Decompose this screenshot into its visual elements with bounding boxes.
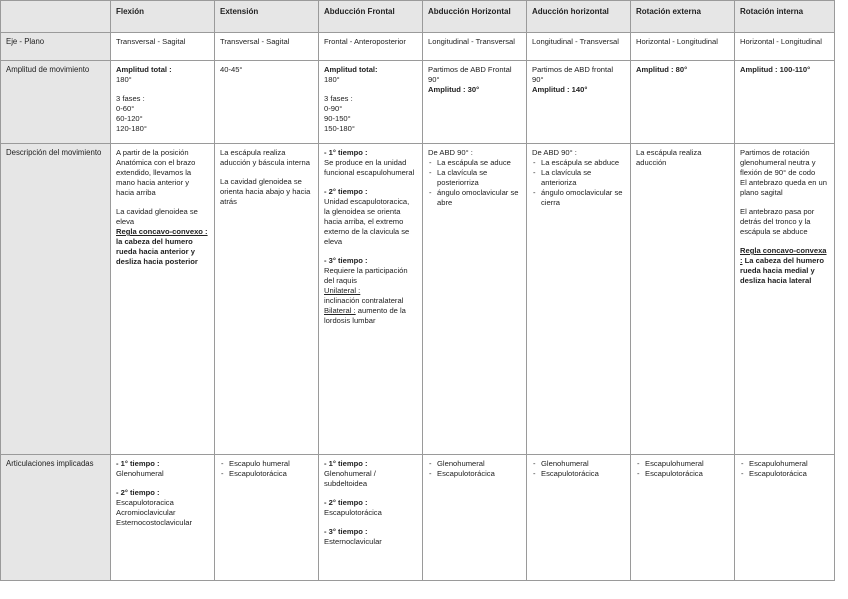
desc-rule-text: La cabeza del humero rueda hacia medial y desliza hacia lateral: [740, 256, 824, 285]
amp-total-value: 180°: [116, 75, 132, 84]
desc-phase-text: Unidad escapulotoracica, la glenoidea se orienta hacia arriba, el extremo externo de la clavicula se eleva: [324, 197, 410, 246]
desc-phase-text: Se produce en la unidad funcional escapulohumeral: [324, 158, 415, 177]
cell-art-ad-horizontal: [527, 455, 631, 581]
header-corner: [1, 1, 111, 33]
cell-amp-flexion: [111, 61, 215, 144]
desc-paragraph: El antebrazo queda en un plano sagital: [740, 178, 827, 197]
amp-fase-2: 60-120°: [116, 114, 143, 123]
amp-total-label: Amplitud total:: [324, 65, 378, 74]
amp-start-text: Partimos de ABD frontal 90°: [532, 65, 614, 84]
art-phase-title: - 1° tiempo :: [116, 459, 160, 468]
desc-phase-title: - 3° tiempo :: [324, 256, 368, 265]
desc-rule-title: Regla concavo-convexa :: [740, 246, 827, 265]
amp-value: Amplitud : 30°: [428, 85, 480, 94]
cell-art-flexion: [111, 455, 215, 581]
header-extension: Extensión: [215, 1, 319, 33]
cell-amp-abd-horizontal: [423, 61, 527, 144]
art-list: [220, 459, 313, 479]
cell-desc-ad-horizontal: [527, 144, 631, 455]
row-articulaciones: [1, 455, 835, 581]
cell-art-abd-frontal: [319, 455, 423, 581]
art-phase-text: Glenohumeral: [116, 469, 164, 478]
desc-rule-title: Regla concavo-convexo :: [116, 227, 208, 236]
cell-amp-abd-frontal: [319, 61, 423, 144]
cell-desc-flexion: [111, 144, 215, 455]
amp-fase-1: 0-60°: [116, 104, 135, 113]
header-rotacion-externa: Rotación externa: [631, 1, 735, 33]
desc-phase-title: - 1° tiempo :: [324, 148, 368, 157]
cell-eje-abd-frontal: Frontal - Anteroposterior: [319, 33, 423, 61]
cell-desc-rot-externa: La escápula realiza aducción: [631, 144, 735, 455]
cell-desc-abd-frontal: [319, 144, 423, 455]
header-flexion: Flexión: [111, 1, 215, 33]
list-item: - La clavícula se anterioriza: [532, 168, 625, 188]
amp-total-value: 180°: [324, 75, 340, 84]
row-label-amplitud: Amplitud de movimiento: [1, 61, 111, 144]
cell-amp-rot-externa: Amplitud : 80°: [631, 61, 735, 144]
list-item: - Escapulohumeral: [740, 459, 829, 469]
desc-bilateral-text: aumento de la lordosis lumbar: [324, 306, 406, 325]
desc-list: [532, 158, 625, 208]
row-amplitud: [1, 61, 835, 144]
list-item: - La escápula se aduce: [428, 158, 521, 168]
amp-value: Amplitud : 140°: [532, 85, 588, 94]
row-label-descripcion: Descripción del movimiento: [1, 144, 111, 455]
art-list: [532, 459, 625, 479]
cell-art-abd-horizontal: [423, 455, 527, 581]
desc-intro: De ABD 90° :: [428, 148, 473, 157]
amp-fase-3: 120-180°: [116, 124, 147, 133]
cell-eje-extension: Transversal - Sagital: [215, 33, 319, 61]
cell-amp-rot-interna: Amplitud : 100-110°: [735, 61, 835, 144]
cell-amp-ad-horizontal: [527, 61, 631, 144]
list-item: - Glenohumeral: [428, 459, 521, 469]
art-phase-title: - 3° tiempo :: [324, 527, 368, 536]
amp-start-text: Partimos de ABD Frontal 90°: [428, 65, 512, 84]
art-phase-title: - 2° tiempo :: [116, 488, 160, 497]
desc-unilateral-title: Unilateral :: [324, 286, 361, 295]
desc-phase-title: - 2° tiempo :: [324, 187, 368, 196]
desc-paragraph: El antebrazo pasa por detrás del tronco y la escápula se abduce: [740, 207, 815, 236]
cell-eje-rot-interna: Horizontal - Longitudinal: [735, 33, 835, 61]
desc-paragraph: La cavidad glenoidea se orienta hacia abajo y hacia atrás: [220, 177, 311, 206]
art-list: [636, 459, 729, 479]
art-list: [740, 459, 829, 479]
list-item: - Escapulohumeral: [636, 459, 729, 469]
cell-art-rot-interna: [735, 455, 835, 581]
list-item: - Escapulotorácica: [740, 469, 829, 479]
art-phase-line: Esternocostoclavicular: [116, 518, 192, 527]
list-item: - Escapulotorácica: [220, 469, 313, 479]
cell-eje-rot-externa: Horizontal - Longitudinal: [631, 33, 735, 61]
art-phase-text: Esternoclavicular: [324, 537, 382, 546]
desc-paragraph: La cavidad glenoidea se eleva: [116, 207, 198, 226]
desc-bilateral-title: Bilateral :: [324, 306, 356, 315]
desc-unilateral-text: inclinación contralateral: [324, 296, 404, 305]
desc-rule-text: la cabeza del humero rueda hacia anterior y desliza hacia posterior: [116, 237, 198, 266]
header-row: [1, 1, 835, 33]
cell-art-extension: [215, 455, 319, 581]
desc-paragraph: La escápula realiza aducción y báscula interna: [220, 148, 310, 167]
cell-eje-flexion: Transversal - Sagital: [111, 33, 215, 61]
list-item: - Escapulotorácica: [532, 469, 625, 479]
desc-intro: De ABD 90° :: [532, 148, 577, 157]
row-eje-plano: [1, 33, 835, 61]
row-descripcion: [1, 144, 835, 455]
amp-fase-2: 90-150°: [324, 114, 351, 123]
desc-list: [428, 158, 521, 208]
header-abduccion-horizontal: Abducción Horizontal: [423, 1, 527, 33]
list-item: - Glenohumeral: [532, 459, 625, 469]
cell-art-rot-externa: [631, 455, 735, 581]
header-rotacion-interna: Rotación interna: [735, 1, 835, 33]
cell-eje-ad-horizontal: Longitudinal - Transversal: [527, 33, 631, 61]
row-label-eje: Eje - Plano: [1, 33, 111, 61]
cell-amp-extension: 40-45°: [215, 61, 319, 144]
header-aduccion-horizontal: Aducción horizontal: [527, 1, 631, 33]
cell-eje-abd-horizontal: Longitudinal - Transversal: [423, 33, 527, 61]
art-phase-line: Escapulotoracica: [116, 498, 174, 507]
desc-paragraph: A partir de la posición Anatómica con el brazo extendido, llevamos la mano hacia anterior y hacia arriba: [116, 148, 196, 197]
art-phase-text: Glenohumeral / subdeltoidea: [324, 469, 376, 488]
desc-paragraph: Partimos de rotación glenohumeral neutra y flexión de 90° de codo: [740, 148, 816, 177]
desc-phase-text: Requiere la participación del raquis: [324, 266, 408, 285]
art-list: [428, 459, 521, 479]
list-item: - Escapulotorácica: [636, 469, 729, 479]
list-item: - ángulo omoclavicular se cierra: [532, 188, 625, 208]
cell-desc-extension: [215, 144, 319, 455]
list-item: - Escapulo humeral: [220, 459, 313, 469]
art-phase-line: Acromioclavicular: [116, 508, 176, 517]
amp-fases-label: 3 fases :: [324, 94, 353, 103]
list-item: - Escapulotorácica: [428, 469, 521, 479]
amp-total-label: Amplitud total :: [116, 65, 172, 74]
amp-fase-3: 150-180°: [324, 124, 355, 133]
amp-fase-1: 0-90°: [324, 104, 343, 113]
cell-desc-rot-interna: [735, 144, 835, 455]
cell-desc-abd-horizontal: [423, 144, 527, 455]
art-phase-title: - 1° tiempo :: [324, 459, 368, 468]
list-item: - La escápula se abduce: [532, 158, 625, 168]
art-phase-title: - 2° tiempo :: [324, 498, 368, 507]
row-label-articulaciones: Articulaciones implicadas: [1, 455, 111, 581]
list-item: - La clavícula se posteriorriza: [428, 168, 521, 188]
header-abduccion-frontal: Abducción Frontal: [319, 1, 423, 33]
list-item: - ángulo omoclavicular se abre: [428, 188, 521, 208]
amp-fases-label: 3 fases :: [116, 94, 145, 103]
art-phase-text: Escapulotorácica: [324, 508, 382, 517]
